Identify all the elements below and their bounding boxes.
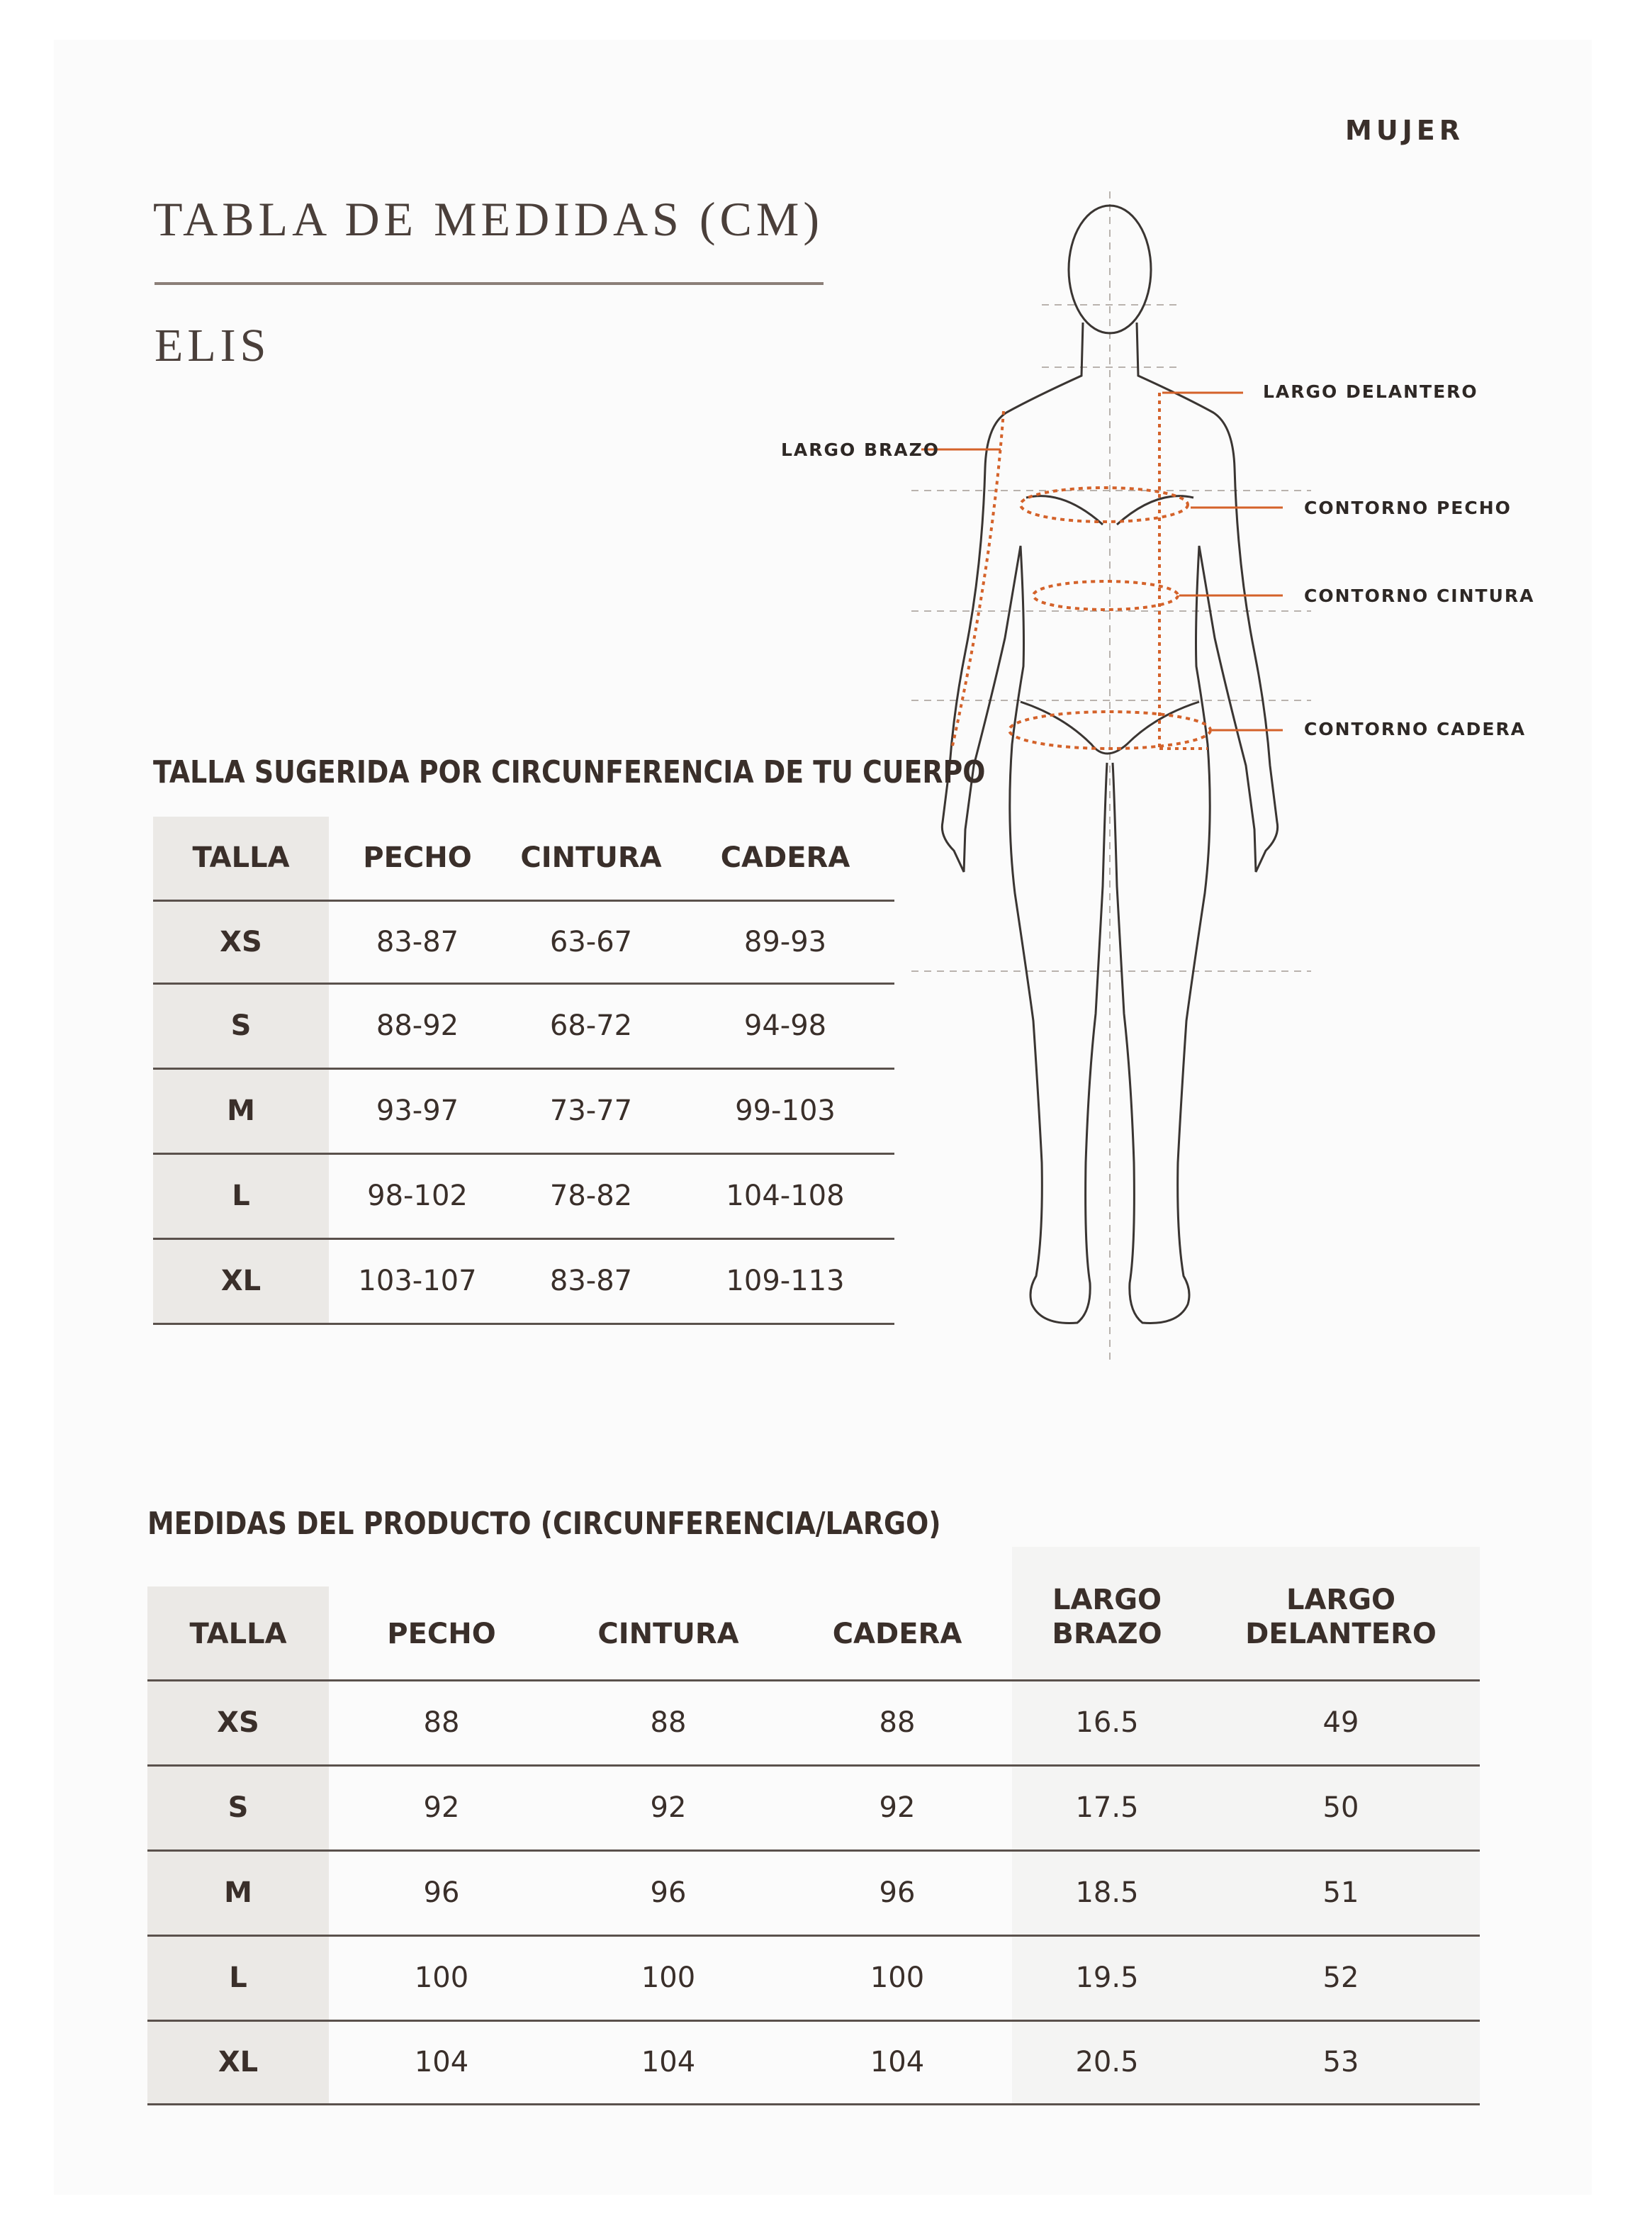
table-row [147,2020,1480,2104]
value-cell: 20.5 [1012,2020,1202,2104]
size-cell: XL [153,1238,329,1323]
body-size-table [153,817,894,1325]
value-cell: 100 [554,1935,782,2020]
product-size-table [147,1547,1480,2105]
size-cell: XS [153,900,329,983]
table-row [153,1153,894,1238]
value-cell: 109-113 [676,1238,894,1323]
size-cell: XS [147,1680,329,1765]
leader-lines [921,393,1283,730]
header-cadera: CADERA [676,817,894,900]
value-cell: 63-67 [506,900,676,983]
value-cell: 96 [329,1850,554,1935]
value-cell: 88-92 [329,983,506,1068]
value-cell: 19.5 [1012,1935,1202,2020]
header-largo-brazo: LARGO BRAZO [1012,1547,1202,1680]
gender-label: MUJER [1345,115,1465,146]
value-cell: 83-87 [329,900,506,983]
value-cell: 78-82 [506,1153,676,1238]
value-cell: 100 [329,1935,554,2020]
value-cell: 52 [1202,1935,1480,2020]
value-cell: 104 [329,2020,554,2104]
value-cell: 17.5 [1012,1765,1202,1850]
product-name: ELIS [154,320,271,371]
value-cell: 104 [554,2020,782,2104]
header-cintura: CINTURA [554,1547,782,1680]
label-contorno-cintura: CONTORNO CINTURA [1304,586,1535,606]
table-row [153,1238,894,1323]
table-row [153,983,894,1068]
label-largo-delantero: LARGO DELANTERO [1263,381,1478,402]
value-cell: 104-108 [676,1153,894,1238]
value-cell: 88 [329,1680,554,1765]
table-row [147,1850,1480,1935]
table-row [153,900,894,983]
value-cell: 99-103 [676,1068,894,1153]
table-row [147,1765,1480,1850]
value-cell: 89-93 [676,900,894,983]
value-cell: 96 [782,1850,1012,1935]
page-title: TABLA DE MEDIDAS (CM) [153,192,824,246]
header-talla: TALLA [147,1547,329,1680]
value-cell: 88 [554,1680,782,1765]
table-header-row [147,1547,1480,1680]
value-cell: 92 [329,1765,554,1850]
size-cell: S [147,1765,329,1850]
value-cell: 18.5 [1012,1850,1202,1935]
product-table-title: MEDIDAS DEL PRODUCTO (CIRCUNFERENCIA/LARGO) [147,1506,941,1542]
table-row [147,1680,1480,1765]
value-cell: 50 [1202,1765,1480,1850]
size-cell: M [147,1850,329,1935]
label-contorno-pecho: CONTORNO PECHO [1304,498,1512,518]
header-largo-delantero: LARGO DELANTERO [1202,1547,1480,1680]
header-talla: TALLA [153,817,329,900]
value-cell: 98-102 [329,1153,506,1238]
value-cell: 73-77 [506,1068,676,1153]
table-row [153,1068,894,1153]
header-cadera: CADERA [782,1547,1012,1680]
size-cell: L [153,1153,329,1238]
value-cell: 51 [1202,1850,1480,1935]
value-cell: 49 [1202,1680,1480,1765]
size-cell: S [153,983,329,1068]
value-cell: 96 [554,1850,782,1935]
value-cell: 103-107 [329,1238,506,1323]
label-contorno-cadera: CONTORNO CADERA [1304,719,1527,739]
value-cell: 94-98 [676,983,894,1068]
size-cell: M [153,1068,329,1153]
value-cell: 100 [782,1935,1012,2020]
value-cell: 104 [782,2020,1012,2104]
value-cell: 93-97 [329,1068,506,1153]
table-header-row [153,817,894,900]
header-pecho: PECHO [329,1547,554,1680]
table-row [147,1935,1480,2020]
value-cell: 92 [782,1765,1012,1850]
value-cell: 68-72 [506,983,676,1068]
value-cell: 92 [554,1765,782,1850]
value-cell: 88 [782,1680,1012,1765]
size-cell: L [147,1935,329,2020]
header-pecho: PECHO [329,817,506,900]
size-cell: XL [147,2020,329,2104]
value-cell: 83-87 [506,1238,676,1323]
value-cell: 16.5 [1012,1680,1202,1765]
header-cintura: CINTURA [506,817,676,900]
label-largo-brazo: LARGO BRAZO [781,440,940,460]
body-table-title: TALLA SUGERIDA POR CIRCUNFERENCIA DE TU CUERPO [153,754,986,790]
value-cell: 53 [1202,2020,1480,2104]
